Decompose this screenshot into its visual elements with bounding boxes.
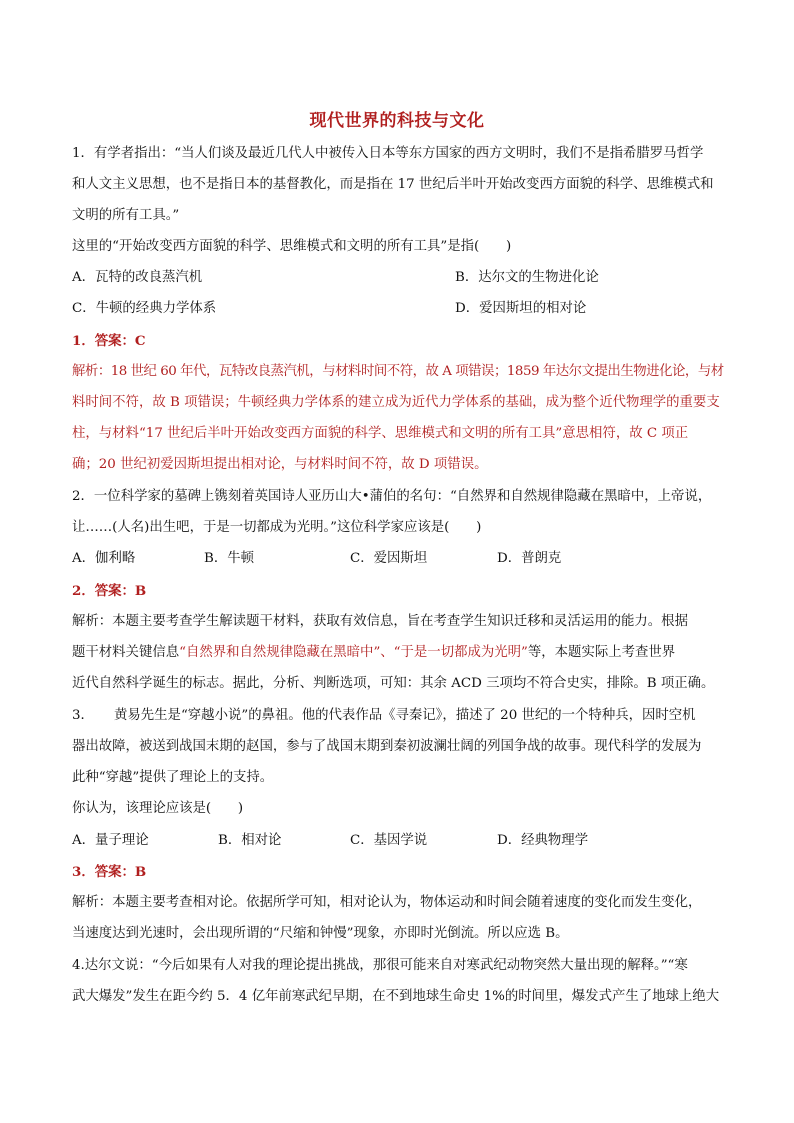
q2-analysis-line-1: 解析：本题主要考查学生解读题干材料，获取有效信息，旨在考查学生知识迁移和灵活运用的能力。根据 [72, 614, 688, 629]
q1-stem-line-1: 1．有学者指出：“当人们谈及最近几代人中被传入日本等东方国家的西方文明时，我们不是指希腊罗马哲学 [72, 146, 704, 161]
q1-stem-line-3: 文明的所有工具。” [72, 208, 180, 223]
q2-answer: 2．答案：B [72, 583, 147, 599]
q2-analysis-prefix: 题干材料关键信息 [72, 645, 180, 660]
q1-stem-line-4: 这里的“开始改变西方面貌的科学、思维模式和文明的所有工具”是指( ) [72, 239, 512, 254]
q2-stem-line-1: 2．一位科学家的墓碑上镌刻着英国诗人亚历山大•蒲伯的名句：“自然界和自然规律隐藏在黑暗中，上帝说， [72, 489, 712, 504]
q3-option-d: D．经典物理学 [497, 833, 589, 848]
q3-answer: 3．答案：B [72, 864, 147, 880]
q3-option-b: B．相对论 [218, 833, 282, 848]
q3-option-c: C．基因学说 [350, 833, 428, 848]
q1-option-a: A．瓦特的改良蒸汽机 [72, 270, 203, 285]
q3-stem-line-3: 此种“穿越”提供了理论上的支持。 [72, 770, 274, 785]
q3-analysis-line-2: 当速度达到光速时，会出现所谓的“尺缩和钟慢”现象，亦即时光倒流。所以应选 B。 [72, 926, 569, 941]
q3-stem-line-2: 器出故障，被送到战国末期的赵国，参与了战国末期到秦初波澜壮阔的列国争战的故事。现代科学的发展为 [72, 739, 702, 754]
q2-option-c: C．爱因斯坦 [350, 551, 428, 566]
q2-option-b: B．牛顿 [204, 551, 255, 566]
q1-stem-line-2: 和人文主义思想，也不是指日本的基督教化，而是指在 17 世纪后半叶开始改变西方面貌的科学、思维模式和 [72, 177, 714, 192]
q1-answer: 1．答案：C [72, 333, 146, 349]
q2-option-d: D．普朗克 [497, 551, 562, 566]
q3-analysis-line-1: 解析：本题主要考查相对论。依据所学可知，相对论认为，物体运动和时间会随着速度的变化而发生变化， [72, 895, 702, 910]
q1-analysis-line-2: 料时间不符，故 B 项错误；牛顿经典力学体系的建立成为近代力学体系的基础，成为整个近代物理学的重要支 [72, 395, 720, 410]
q3-stem-line-1: 3． 黄易先生是“穿越小说”的鼻祖。他的代表作品《寻秦记》，描述了 20 世纪的一个特种兵，因时空机 [72, 708, 696, 723]
page-title: 现代世界的科技与文化 [309, 111, 485, 131]
q3-option-a: A．量子理论 [72, 833, 149, 848]
q2-stem-line-2: 让……(人名)出生吧，于是一切都成为光明。”这位科学家应该是( ) [72, 520, 482, 535]
q2-analysis-line-3: 近代自然科学诞生的标志。据此，分析、判断选项，可知：其余 ACD 三项均不符合史实，排除。B 项正确。 [72, 676, 715, 691]
q1-analysis-line-3: 柱，与材料“17 世纪后半叶开始改变西方面貌的科学、思维模式和文明的所有工具”意思相符，故 C 项正 [72, 426, 689, 441]
q2-analysis-suffix: 等，本题实际上考查世界 [527, 645, 676, 660]
q2-analysis-quote: “自然界和自然规律隐藏在黑暗中”、“于是一切都成为光明” [179, 645, 528, 660]
q1-option-c: C．牛顿的经典力学体系 [72, 301, 217, 316]
q1-analysis-line-1: 解析：18 世纪 60 年代，瓦特改良蒸汽机，与材料时间不符，故 A 项错误；1859 年达尔文提出生物进化论，与材 [72, 364, 724, 379]
q3-stem-line-4: 你认为，该理论应该是( ) [72, 801, 244, 816]
q2-option-a: A．伽利略 [72, 551, 136, 566]
q1-option-b: B．达尔文的生物进化论 [455, 270, 599, 285]
q4-stem-line-1: 4.达尔文说：“今后如果有人对我的理论提出挑战，那很可能来自对寒武纪动物突然大量出现的解释。”“寒 [72, 958, 688, 973]
q4-stem-line-2: 武大爆发”发生在距今约 5．4 亿年前寒武纪早期，在不到地球生命史 1%的时间里，爆发式产生了地球上绝大 [72, 989, 720, 1004]
q2-analysis-line-2 [72, 643, 724, 663]
q1-option-d: D．爱因斯坦的相对论 [455, 301, 587, 316]
q1-analysis-line-4: 确；20 世纪初爱因斯坦提出相对论，与材料时间不符，故 D 项错误。 [72, 457, 488, 472]
